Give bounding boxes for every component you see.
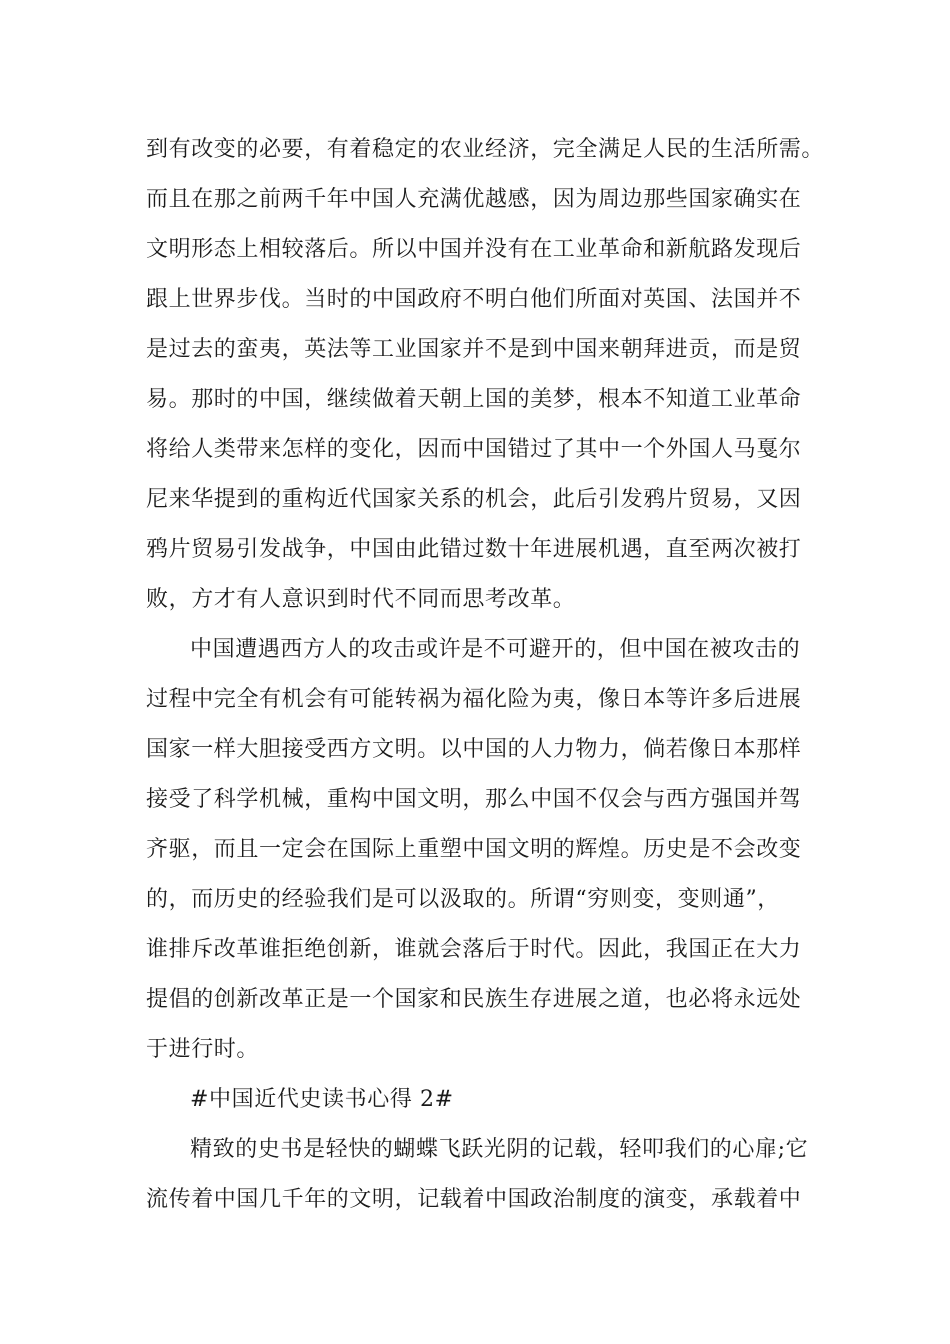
text-line: 齐驱，而且一定会在国际上重塑中国文明的辉煌。历史是不会改变 — [146, 837, 802, 862]
text-line: 于进行时。 — [146, 1037, 260, 1062]
text-line: 鸦片贸易引发战争，中国由此错过数十年进展机遇，直至两次被打 — [146, 537, 802, 562]
text-line: 中国遭遇西方人的攻击或许是不可避开的，但中国在被攻击的 — [190, 637, 801, 662]
text-line: 过程中完全有机会有可能转祸为福化险为夷，像日本等许多后进展 — [146, 687, 802, 712]
text-line: 易。那时的中国，继续做着天朝上国的美梦，根本不知道工业革命 — [146, 387, 802, 412]
text-line: 败，方才有人意识到时代不同而思考改革。 — [146, 587, 576, 612]
text-line: 谁排斥改革谁拒绝创新，谁就会落后于时代。因此，我国正在大力 — [146, 937, 802, 962]
text-line: 尼来华提到的重构近代国家关系的机会，此后引发鸦片贸易，又因 — [146, 487, 802, 512]
section-heading: #中国近代史读书心得 2# — [190, 1087, 454, 1112]
text-line: 而且在那之前两千年中国人充满优越感，因为周边那些国家确实在 — [146, 187, 802, 212]
text-line: 将给人类带来怎样的变化，因而中国错过了其中一个外国人马戛尔 — [146, 437, 802, 462]
text-line: 接受了科学机械，重构中国文明，那么中国不仅会与西方强国并驾 — [146, 787, 802, 812]
text-line: 跟上世界步伐。当时的中国政府不明白他们所面对英国、法国并不 — [146, 287, 802, 312]
text-line: 精致的史书是轻快的蝴蝶飞跃光阴的记载，轻叩我们的心扉;它 — [190, 1137, 809, 1162]
text-line: 提倡的创新改革正是一个国家和民族生存进展之道，也必将永远处 — [146, 987, 802, 1012]
text-line: 文明形态上相较落后。所以中国并没有在工业革命和新航路发现后 — [146, 237, 802, 262]
text-line: 国家一样大胆接受西方文明。以中国的人力物力，倘若像日本那样 — [146, 737, 802, 762]
text-line: 流传着中国几千年的文明，记载着中国政治制度的演变，承载着中 — [146, 1187, 802, 1212]
text-line: 到有改变的必要，有着稳定的农业经济，完全满足人民的生活所需。 — [146, 137, 825, 162]
text-line: 的，而历史的经验我们是可以汲取的。所谓“穷则变，变则通”， — [146, 887, 780, 912]
text-line: 是过去的蛮夷，英法等工业国家并不是到中国来朝拜进贡，而是贸 — [146, 337, 802, 362]
